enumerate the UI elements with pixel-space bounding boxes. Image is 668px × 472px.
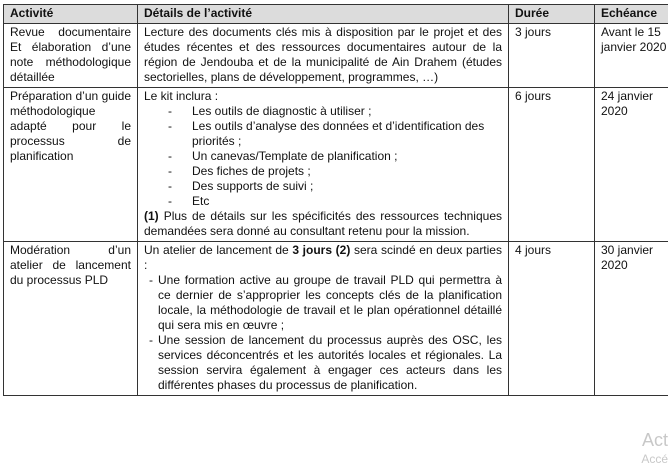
row2-details (138, 88, 509, 242)
header-activity: Activité (4, 5, 138, 24)
row2-deadline: 24 janvier 2020 (595, 88, 668, 242)
row1-duration: 3 jours (509, 24, 595, 88)
row2-details-list (144, 104, 502, 209)
list-item: - Les outils de diagnostic à utiliser ; (192, 104, 502, 119)
intro-text-end: sera scindé en deux parties : (144, 243, 502, 272)
row3-details-list (144, 273, 502, 393)
table-row (4, 88, 668, 242)
header-details: Détails de l’activité (138, 5, 509, 24)
list-item: - Etc (192, 194, 502, 209)
header-deadline: Echéance (595, 5, 668, 24)
list-item: - Les outils d’analyse des données et d’identification des priorités ; (192, 119, 502, 149)
intro-text: Un atelier de lancement de (144, 243, 293, 257)
footnote-ref-2: (2) (335, 243, 351, 257)
row3-deadline: 30 janvier 2020 (595, 242, 668, 396)
row3-details-intro (144, 243, 502, 273)
table-row (4, 242, 668, 396)
activity-table (3, 4, 668, 396)
row2-activity: Préparation d’un guide méthodologique adapté pour le processus de planification (4, 88, 138, 242)
watermark-line2: Accé (641, 452, 668, 466)
list-item: - Des fiches de projets ; (192, 164, 502, 179)
row1-deadline: Avant le 15 janvier 2020 (595, 24, 668, 88)
row2-details-intro: Le kit inclura : (144, 89, 219, 103)
row3-duration: 4 jours (509, 242, 595, 396)
header-duration: Durée (509, 5, 595, 24)
table-header-row (4, 5, 668, 24)
row3-activity: Modération d’un atelier de lancement du processus PLD (4, 242, 138, 396)
note-text: Plus de détails sur les spécificités des ressources techniques demandées sera donné au consultant retenu pour la mission. (144, 209, 502, 238)
list-item: - Une formation active au groupe de travail PLD qui permettra à ce dernier de s’approprier les concepts clés de la planification locale, la méthodologie de travail et le plan opérationnel détaillé qui sera mis en œuvre ; (158, 273, 502, 333)
list-item: - Des supports de suivi ; (192, 179, 502, 194)
footnote-ref-1: (1) (144, 209, 159, 223)
row2-duration: 6 jours (509, 88, 595, 242)
row1-activity: Revue documentaire Et élaboration d’une note méthodologique détaillée (4, 24, 138, 88)
row2-details-note (144, 209, 502, 239)
row3-details (138, 242, 509, 396)
intro-duration: 3 jours (292, 243, 332, 257)
table-row (4, 24, 668, 88)
list-item: - Une session de lancement du processus auprès des OSC, les services déconcentrés et les autorités locales et régionales. La session servira également à engager ces acteurs dans les différentes phases du processus de planification. (158, 333, 502, 393)
row1-details: Lecture des documents clés mis à disposition par le projet et des études récentes et des ressources documentaires autour de la région de Jendouba et de la municipalité de Ain Drahem (études sectorielles, plans de développement, programmes, …) (138, 24, 509, 88)
list-item: - Un canevas/Template de planification ; (192, 149, 502, 164)
watermark-line1: Act (641, 430, 668, 450)
